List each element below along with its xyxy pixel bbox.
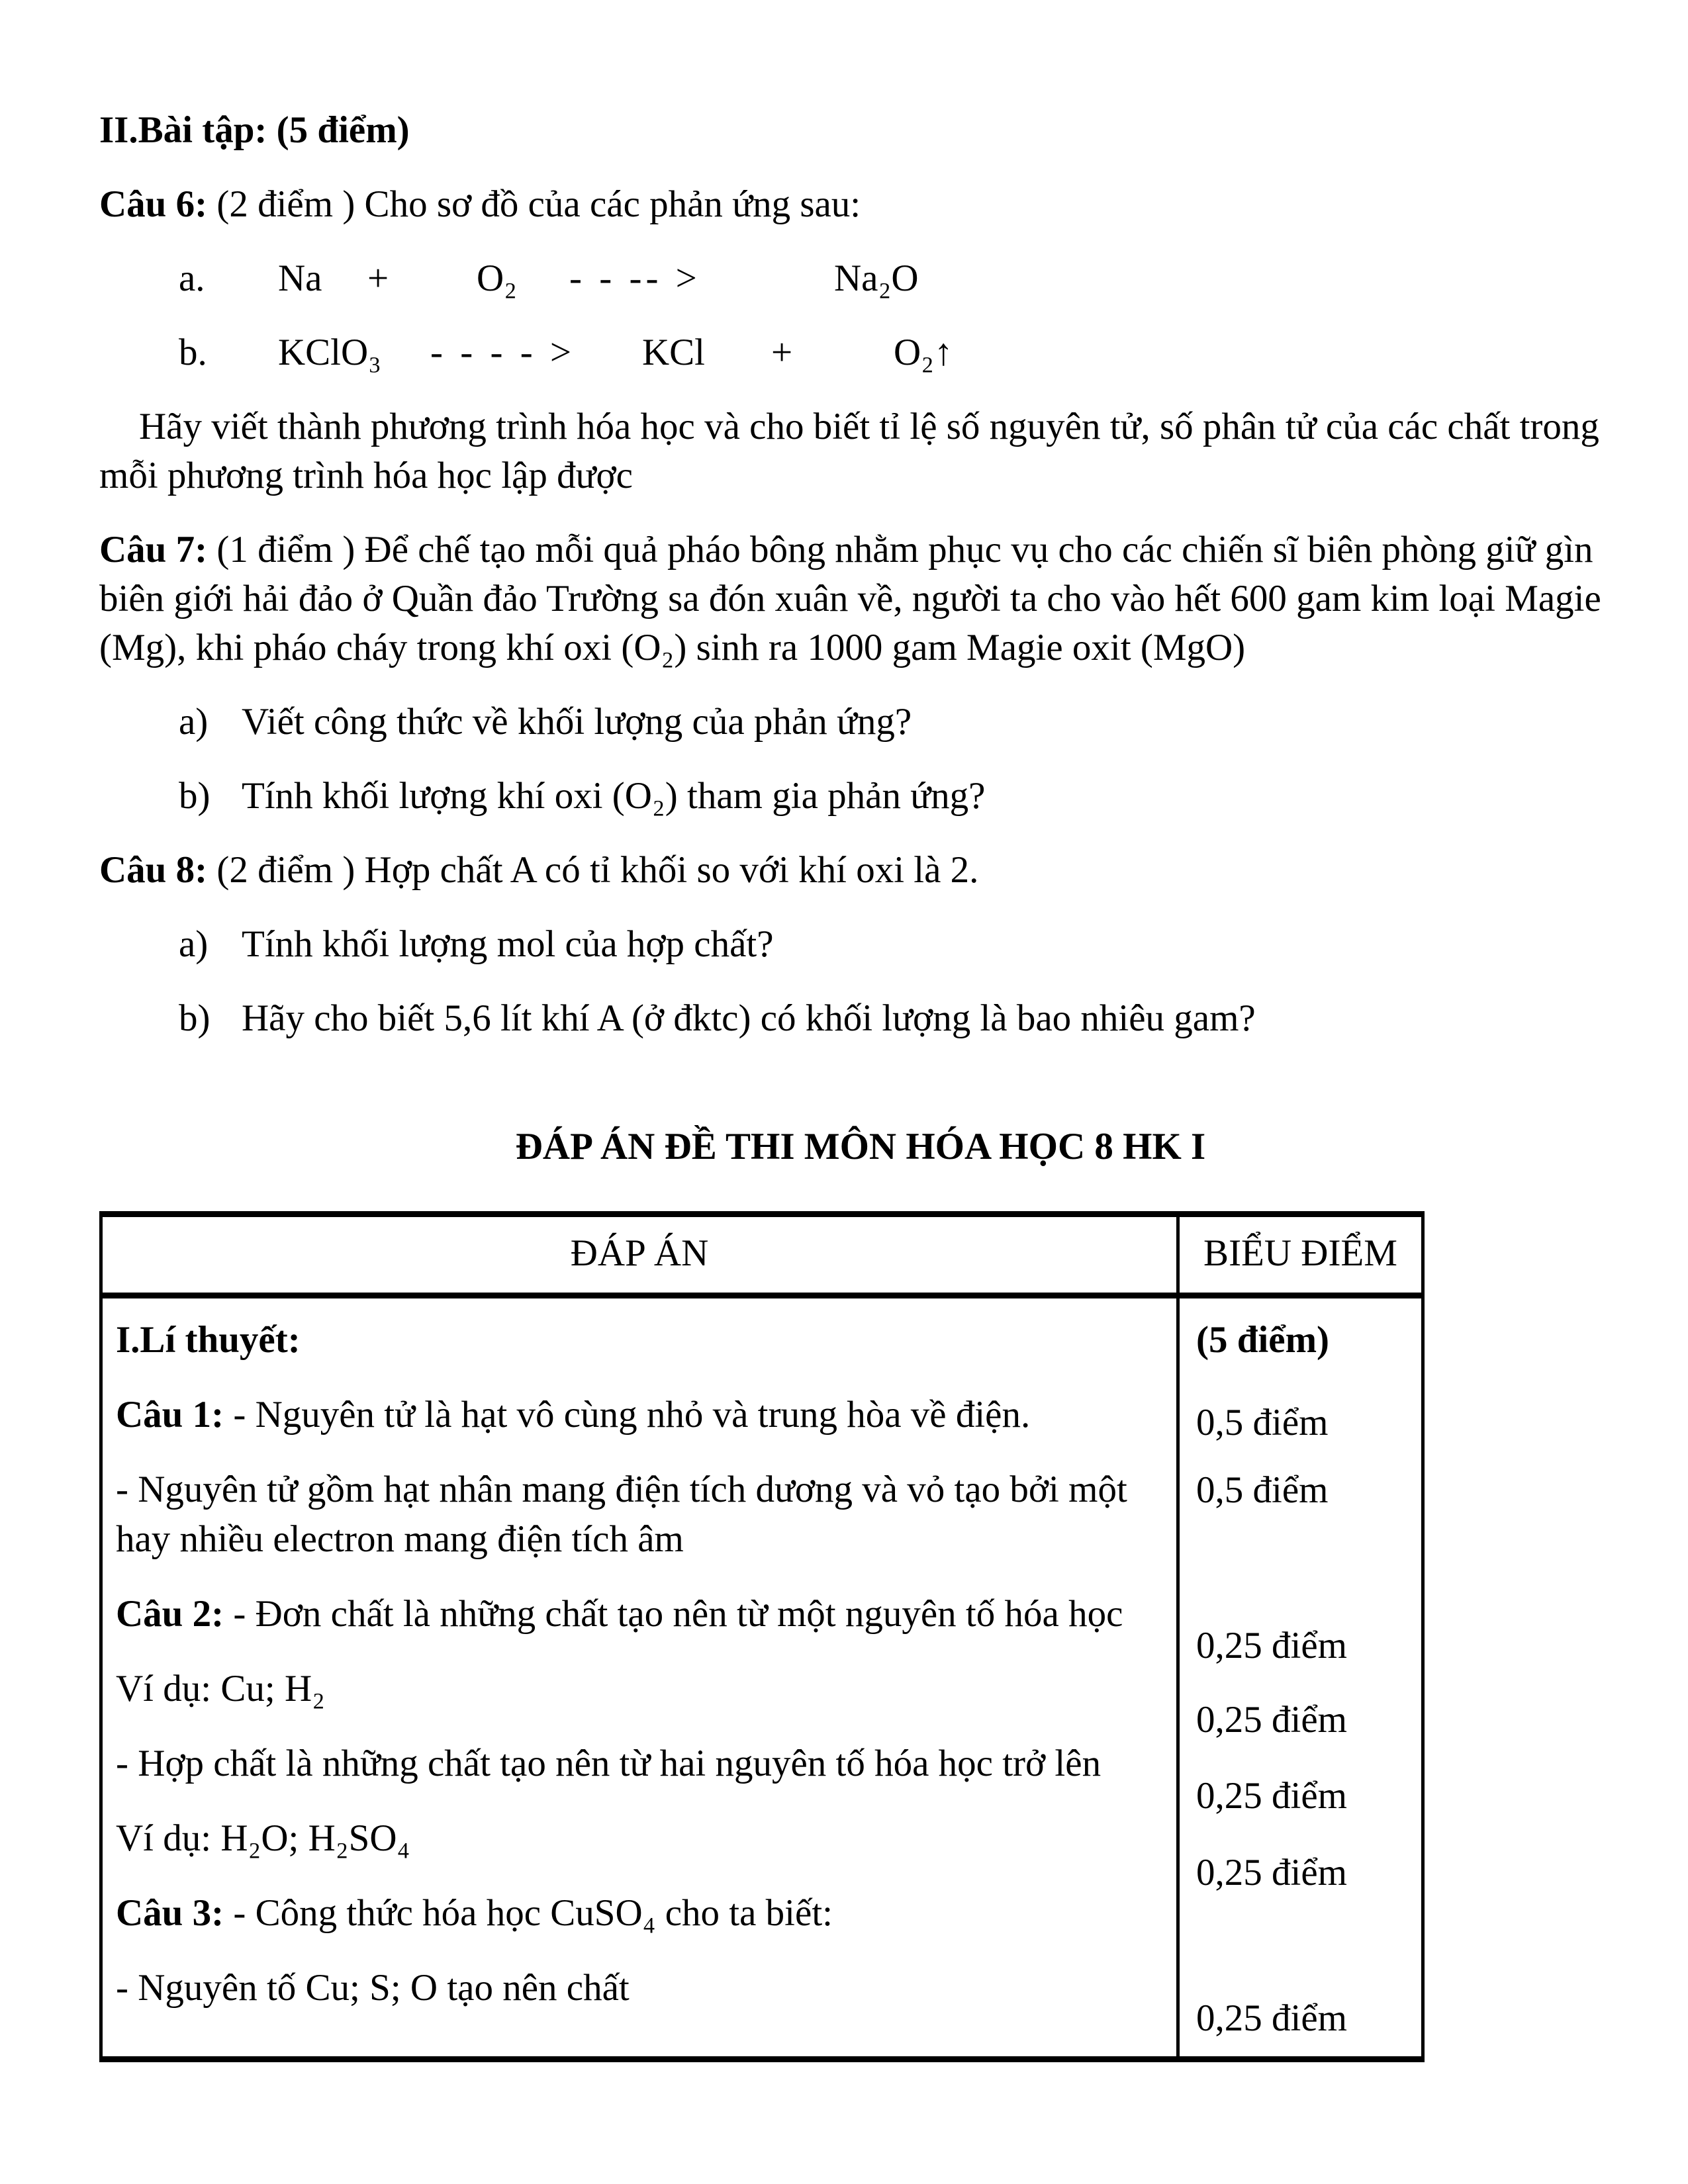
equation-b-plus-sign: + <box>771 332 793 373</box>
cau8-item-a <box>99 920 1622 969</box>
cau7-item-a-text: Viết công thức về khối lượng của phản ứng? <box>242 701 912 743</box>
answer-column <box>103 1298 1180 2056</box>
question-cau6-text: (2 điểm ) Cho sơ đồ của các phản ứng sau: <box>207 183 861 225</box>
cau7-item-b-marker: b) <box>179 775 211 817</box>
score-item: 0,25 điểm <box>1196 1625 1347 1666</box>
equation-a-reactant-2: O₂ <box>477 257 518 299</box>
score-item: 0,25 điểm <box>1196 1699 1347 1741</box>
cau8-item-b <box>99 994 1622 1043</box>
question-cau7-text: (1 điểm ) Để chế tạo mỗi quả pháo bông nhằm phục vụ cho các chiến sĩ biên phòng giữ gìn biên giới hải đảo ở Quần đảo Trường sa đón xuân về, người ta cho vào hết 600 gam kim loại Magie (Mg), khi pháo cháy trong khí oxi (O₂) sinh ra 1000 gam Magie oxit (MgO) <box>99 529 1601 668</box>
cau7-item-a <box>99 698 1622 747</box>
cau8-item-a-marker: a) <box>179 923 209 965</box>
answer-paragraph-nguyen-to: - Nguyên tố Cu; S; O tạo nên chất <box>116 1967 630 2009</box>
answer-paragraph-vidu1: Ví dụ: Cu; H₂ <box>116 1668 325 1709</box>
equation-b <box>99 328 1622 377</box>
answer-table-body-row <box>103 1298 1421 2056</box>
question-cau8-text: (2 điểm ) Hợp chất A có tỉ khối so với khí oxi là 2. <box>207 849 979 891</box>
cau7-item-a-marker: a) <box>179 701 209 743</box>
cau8-item-b-text: Hãy cho biết 5,6 lít khí A (ở đktc) có khối lượng là bao nhiêu gam? <box>242 997 1256 1039</box>
section-heading: II.Bài tập: (5 điểm) <box>99 109 410 151</box>
question-cau6-label: Câu 6: <box>99 183 208 225</box>
question-cau8 <box>99 846 1622 895</box>
score-item: 0,25 điểm <box>1196 1852 1347 1893</box>
answer-table <box>99 1211 1425 2062</box>
question-cau7 <box>99 525 1622 672</box>
answer-label: Câu 3: <box>116 1892 224 1934</box>
cau7-item-b <box>99 772 1622 821</box>
equation-a <box>99 254 1622 303</box>
score-column <box>1180 1298 1421 2056</box>
question-cau6 <box>99 180 1622 229</box>
score-item: 0,5 điểm <box>1196 1469 1329 1511</box>
answer-paragraph-hop-chat: - Hợp chất là những chất tạo nên từ hai nguyên tố hóa học trở lên <box>116 1743 1102 1784</box>
answer-paragraph-cau3: Câu 3: - Công thức hóa học CuSO₄ cho ta biết: <box>116 1892 833 1934</box>
answer-label: Câu 1: <box>116 1394 224 1435</box>
note-paragraph: Hãy viết thành phương trình hóa học và cho biết tỉ lệ số nguyên tử, số phân tử của các chất trong mỗi phương trình hóa học lập được <box>99 406 1599 496</box>
cau8-item-b-marker: b) <box>179 997 211 1039</box>
cau8-item-a-text: Tính khối lượng mol của hợp chất? <box>242 923 774 965</box>
answer-label: Câu 2: <box>116 1593 224 1635</box>
question-cau7-label: Câu 7: <box>99 529 208 570</box>
score-item: 0,5 điểm <box>1196 1402 1329 1443</box>
answer-paragraph-cau1-cont: - Nguyên tử gồm hạt nhân mang điện tích dương và vỏ tạo bởi một hay nhiều electron mang điện tích âm <box>116 1469 1127 1560</box>
score-item: 0,25 điểm <box>1196 1775 1347 1817</box>
equation-b-product-1: KCl <box>642 332 706 373</box>
equation-b-arrow: - - - - > <box>430 332 576 373</box>
header-cell-dap-an: ĐÁP ÁN <box>103 1217 1180 1293</box>
answer-paragraph-vidu2: Ví dụ: H₂O; H₂SO₄ <box>116 1817 410 1859</box>
header-cell-bieu-diem: BIỂU ĐIỂM <box>1203 1232 1397 1274</box>
equation-a-product: Na₂O <box>834 257 919 299</box>
cau7-item-b-text: Tính khối lượng khí oxi (O₂) tham gia phản ứng? <box>242 775 986 817</box>
answer-paragraph-ly-thuyet <box>116 1315 1163 1365</box>
answer-label: I.Lí thuyết: <box>116 1319 301 1361</box>
score-total: (5 điểm) <box>1196 1319 1330 1361</box>
equation-a-plus-sign: + <box>367 257 389 299</box>
equation-a-reactant-1: Na <box>278 257 322 299</box>
answer-key-title: ĐÁP ÁN ĐỀ THI MÔN HÓA HỌC 8 HK I <box>515 1126 1206 1167</box>
equation-b-label: b. <box>179 332 207 373</box>
answer-paragraph-cau2: Câu 2: - Đơn chất là những chất tạo nên từ một nguyên tố hóa học <box>116 1593 1123 1635</box>
answer-table-header-row <box>103 1217 1421 1298</box>
equation-b-product-2: O₂↑ <box>894 332 953 373</box>
equation-a-arrow: - - -- > <box>569 257 701 299</box>
score-item: 0,25 điểm <box>1196 1997 1347 2039</box>
answer-paragraph-cau1: Câu 1: - Nguyên tử là hạt vô cùng nhỏ và trung hòa về điện. <box>116 1394 1031 1435</box>
page-content <box>99 106 1622 2062</box>
equation-b-reactant: KClO₃ <box>278 332 382 373</box>
equation-a-label: a. <box>179 257 205 299</box>
question-cau8-label: Câu 8: <box>99 849 208 891</box>
